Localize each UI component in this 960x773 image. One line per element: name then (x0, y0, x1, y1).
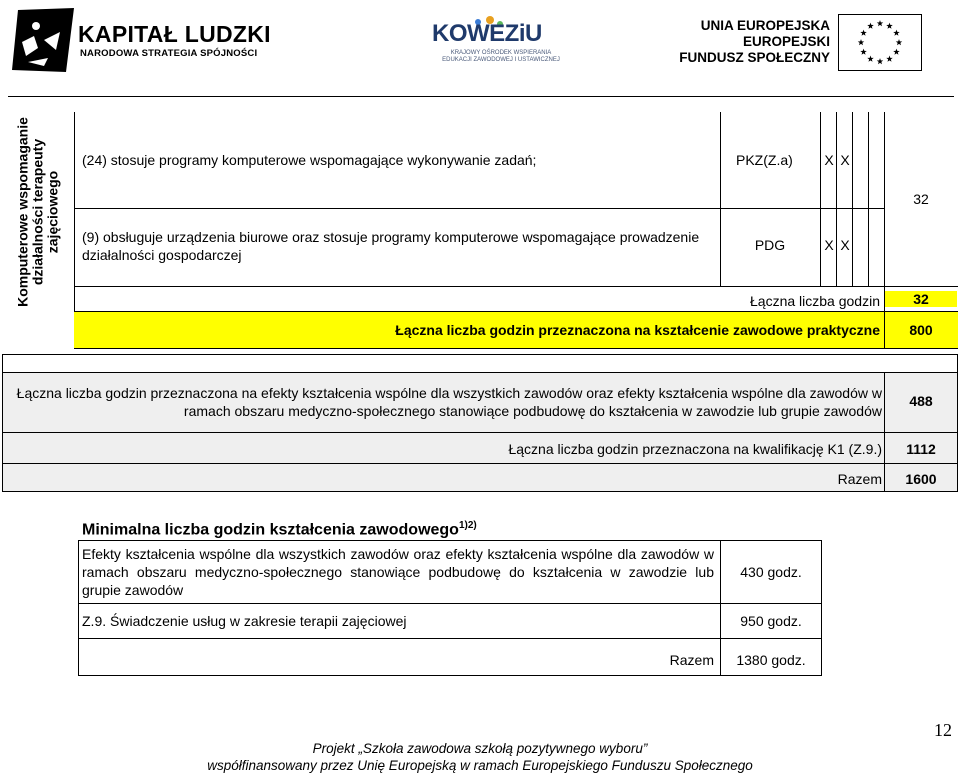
module-total-label: Łączna liczba godzin (750, 293, 880, 309)
module-label-cell (2, 112, 74, 312)
grid-line (884, 112, 885, 312)
grid-line (78, 603, 822, 604)
minimum-title (82, 520, 477, 539)
eu-text (679, 18, 830, 66)
module-row-1-code: PKZ(Z.a) (736, 152, 793, 168)
grid-line (74, 208, 884, 209)
kowezu-name: KOWEZiU (432, 20, 542, 47)
minimum-title-text: Minimalna liczba godzin kształcenia zawodowego (82, 521, 459, 539)
module-row-1-x1: X (824, 152, 834, 168)
grid-line (3, 372, 957, 373)
kapital-ludzki-title: KAPITAŁ LUDZKI (78, 21, 271, 47)
minimum-row-1-label: Efekty kształcenia wspólne dla wszystkich zawodów oraz efekty kształcenia wspólne dla zawodów w ramach obszaru medyczno-społecznego stanowiące podbudowę do kształcenia w zawodzie lub grupie zawodów (82, 546, 714, 598)
kowezu-subtitle: KRAJOWY OŚRODEK WSPIERANIA EDUKACJI ZAWODOWEJ I USTAWICZNEJ (442, 50, 560, 63)
grid-line (74, 286, 958, 287)
footer-line2: współfinansowany przez Unię Europejską w ramach Europejskiego Funduszu Społecznego (207, 758, 753, 773)
module-label: Komputerowe wspomaganie działalności terapeuty zajęciowego (14, 117, 61, 307)
razem-value: 1600 (905, 471, 937, 487)
header-separator (8, 96, 954, 97)
qualification-value: 1112 (906, 441, 936, 457)
module-row-2-x2: X (840, 237, 850, 253)
practical-value: 800 (909, 322, 933, 338)
grid-line (820, 112, 821, 286)
grid-line (78, 638, 822, 639)
eu-line2: EUROPEJSKI (742, 34, 830, 49)
page-number: 12 (934, 720, 952, 740)
grid-line (852, 112, 853, 286)
module-row-2-code: PDG (754, 237, 786, 253)
common-label: Łączna liczba godzin przeznaczona na efekty kształcenia wspólne dla wszystkich zawodów oraz efekty kształcenia wspólne dla zawodów w ramach obszaru medyczno-społecznego stanowiące podbudowę do kształcenia w zawodzie lub grupie zawodów (16, 385, 882, 419)
minimum-razem-value: 1380 godz. (736, 652, 806, 668)
minimum-row-2-label: Z.9. Świadczenie usług w zakresie terapii zajęciowej (82, 613, 407, 629)
minimum-razem-label: Razem (669, 652, 714, 668)
module-hours: 32 (913, 191, 929, 207)
qualification-label: Łączna liczba godzin przeznaczona na kwalifikację K1 (Z.9.) (508, 441, 882, 457)
module-total-value: 32 (885, 291, 957, 307)
minimum-row-2-value: 950 godz. (740, 613, 802, 629)
module-row-2-x1: X (824, 237, 834, 253)
module-row-1-text: (24) stosuje programy komputerowe wspomagające wykonywanie zadań; (82, 152, 537, 168)
razem-label: Razem (837, 471, 882, 487)
minimum-row-1-value: 430 godz. (740, 564, 802, 580)
eu-line1: UNIA EUROPEJSKA (700, 18, 830, 33)
practical-label: Łączna liczba godzin przeznaczona na kształcenie zawodowe praktyczne (395, 322, 880, 338)
common-value: 488 (909, 393, 933, 409)
footer-line1: Projekt „Szkoła zawodowa szkołą pozytywnego wyboru” (312, 741, 648, 756)
grid-line (3, 463, 957, 464)
kapital-ludzki-subtitle: NARODOWA STRATEGIA SPÓJNOŚCI (80, 48, 258, 59)
eu-flag-icon (838, 14, 922, 71)
grid-line (836, 112, 837, 286)
module-row-1-x2: X (840, 152, 850, 168)
module-row-2-text: (9) obsługuje urządzenia biurowe oraz stosuje programy komputerowe wspomagające prowadzenie działalności gospodarczej (82, 229, 700, 263)
eu-line3: FUNDUSZ SPOŁECZNY (679, 50, 830, 65)
minimum-title-sup: 1)2) (458, 520, 477, 531)
grid-line (720, 112, 721, 286)
grid-line (74, 112, 75, 312)
grid-line (3, 432, 957, 433)
grid-line (868, 112, 869, 286)
